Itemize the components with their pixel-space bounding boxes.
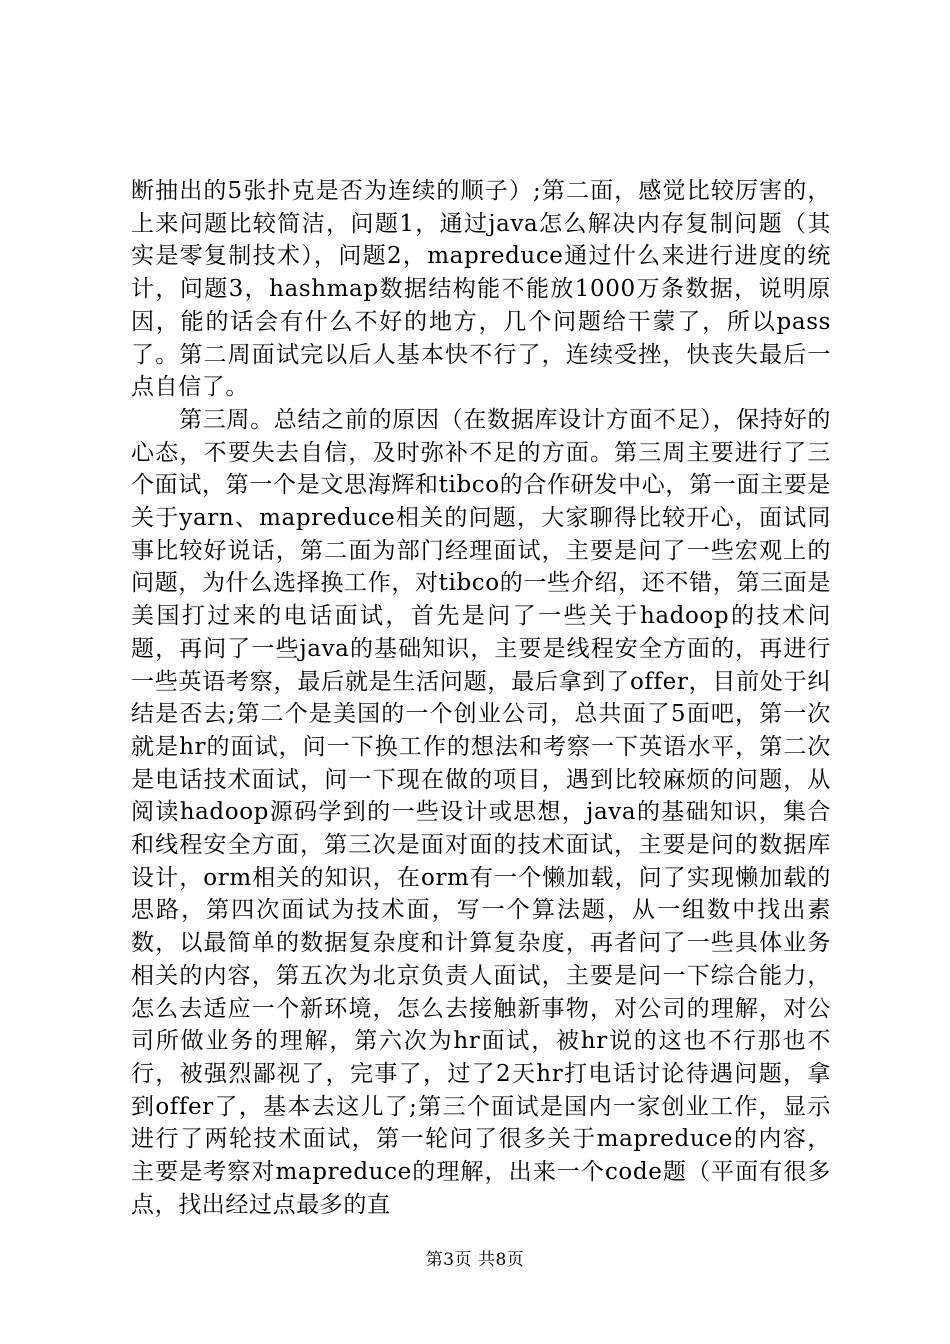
paragraph-continuation: 断抽出的5张扑克是否为连续的顺子）;第二面，感觉比较厉害的，上来问题比较简洁，问题1，通过java怎么解决内存复制问题（其实是零复制技术），问题2，mapreduce通过什么来进行进度的统计，问题3，hashmap数据结构能不能放1000万条数据，说明原因，能的话会有什么不好的地方，几个问题给干蒙了，所以pass了。第二周面试完以后人基本快不行了，连续受挫，快丧失最后一点自信了。 bbox=[131, 178, 831, 401]
page-number-label: 第3页 共8页 bbox=[425, 1250, 525, 1270]
paragraph-week-three: 第三周。总结之前的原因（在数据库设计方面不足），保持好的心态，不要失去自信，及时弥补不足的方面。第三周主要进行了三个面试，第一个是文思海辉和tibco的合作研发中心，第一面主要是关于yarn、mapreduce相关的问题，大家聊得比较开心，面试同事比较好说话，第二面为部门经理面试，主要是问了一些宏观上的问题，为什么选择换工作，对tibco的一些介绍，还不错，第三面是美国打过来的电话面试，首先是问了一些关于hadoop的技术问题，再问了一些java的基础知识，主要是线程安全方面的，再进行一些英语考察，最后就是生活问题，最后拿到了offer，目前处于纠结是否去;第二个是美国的一个创业公司，总共面了5面吧，第一次就是hr的面试，问一下换工作的想法和考察一下英语水平，第二次是电话技术面试，问一下现在做的项目，遇到比较麻烦的问题，从阅读hadoop源码学到的一些设计或思想，java的基础知识，集合和线程安全方面，第三次是面对面的技术面试，主要是问的数据库设计，orm相关的知识，在orm有一个懒加载，问了实现懒加载的思路，第四次面试为技术面，写一个算法题，从一组数中找出素数，以最简单的数据复杂度和计算复杂度，再者问了一些具体业务相关的内容，第五次为北京负责人面试，主要是问一下综合能力，怎么去适应一个新环境，怎么去接触新事物，对公司的理解，对公司所做业务的理解，第六次为hr面试，被hr说的这也不行那也不行，被强烈鄙视了，完事了，过了2天hr打电话讨论待遇问题，拿到offer了，基本去这儿了;第三个面试是国内一家创业工作，显示进行了两轮技术面试，第一轮问了很多关于mapreduce的内容，主要是考察对mapreduce的理解，出来一个code题（平面有很多点，找出经过点最多的直 bbox=[131, 406, 831, 1218]
page-footer bbox=[0, 1245, 950, 1270]
document-body bbox=[131, 175, 831, 1222]
